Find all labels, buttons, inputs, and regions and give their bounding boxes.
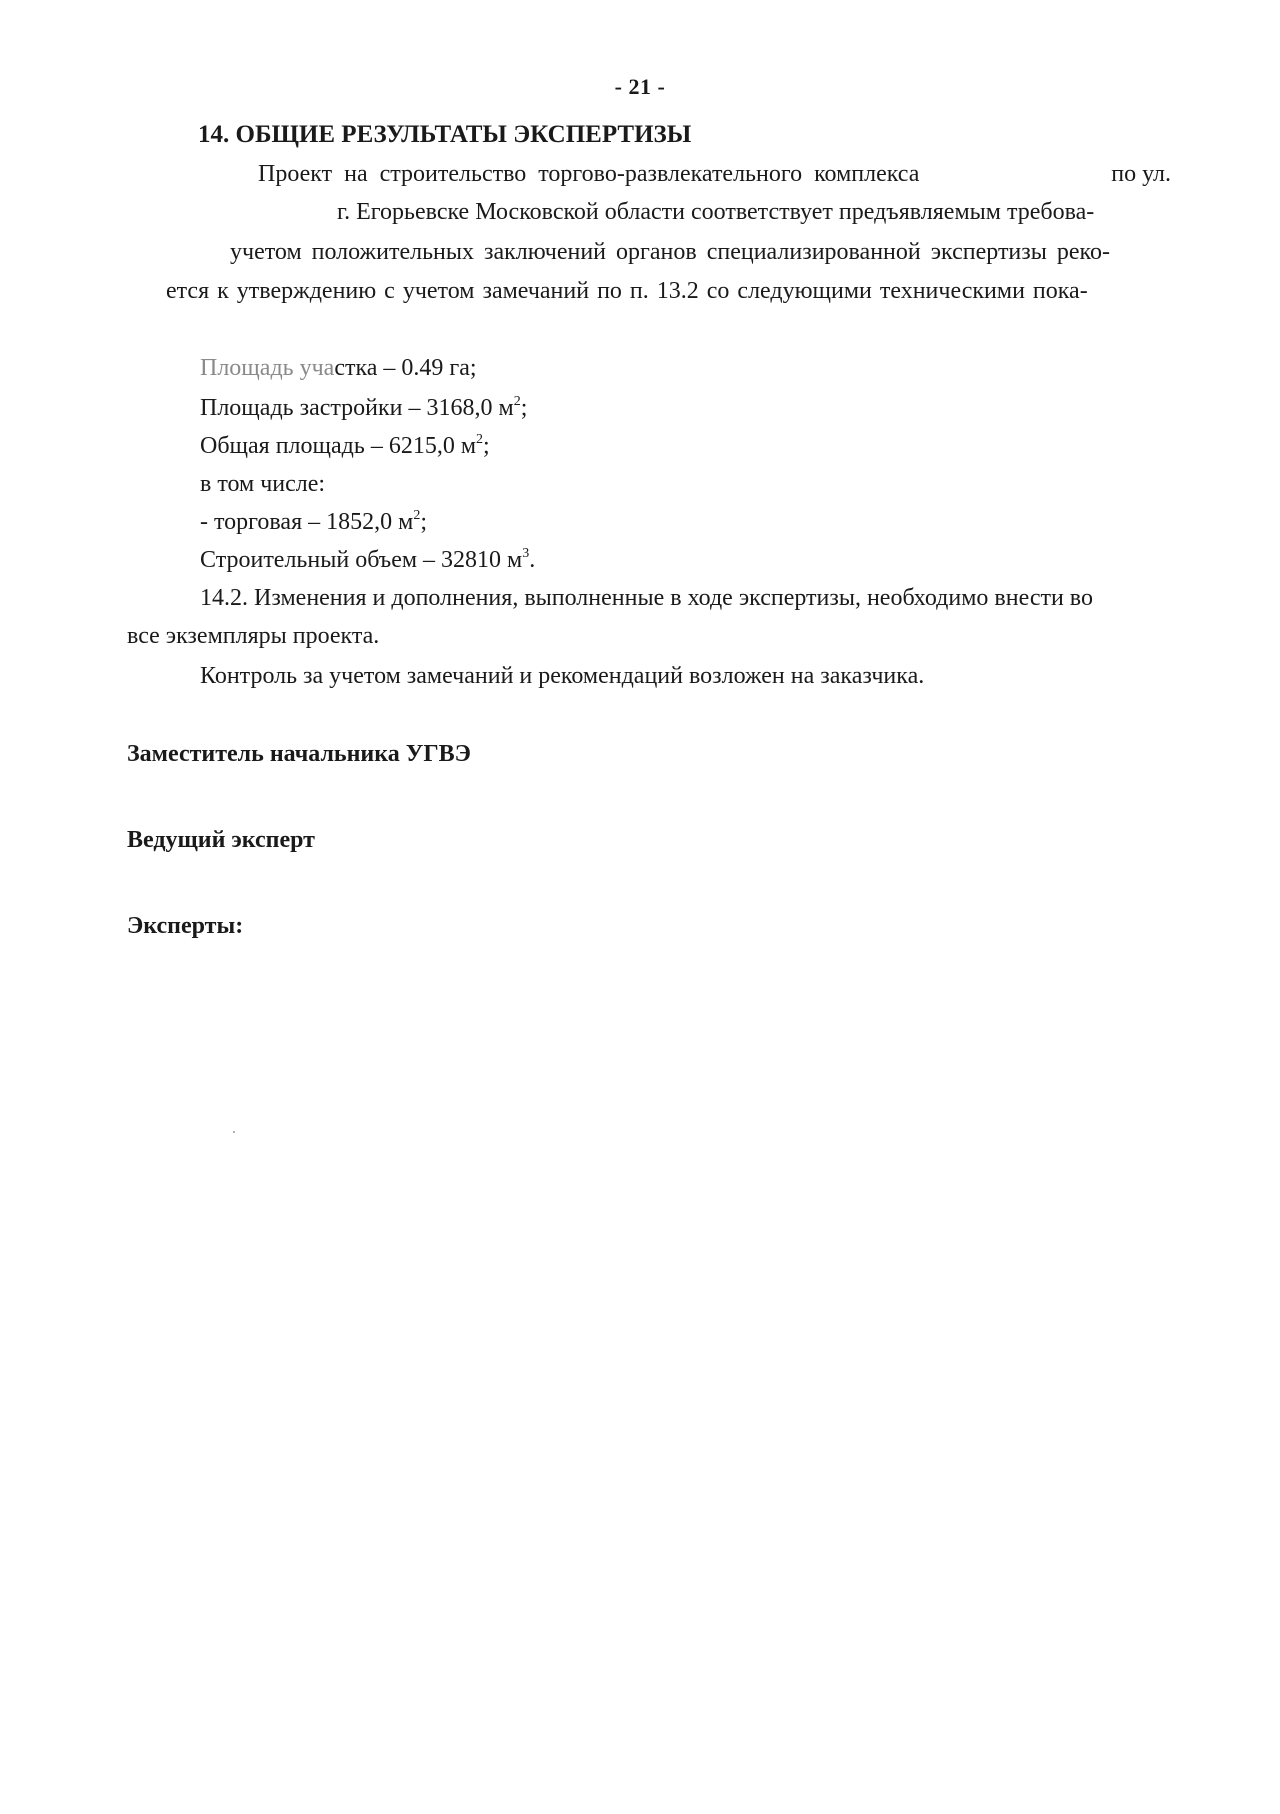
- paragraph-1-line-1-left: Проект на строительство торгово-развлекательного комплекса: [258, 161, 920, 187]
- built-area-sup: 2: [513, 394, 521, 409]
- site-area-rest-text: стка – 0.49 га;: [334, 355, 477, 381]
- built-area-end: ;: [520, 395, 528, 421]
- trade-area-end: ;: [420, 509, 427, 535]
- paragraph-3: Контроль за учетом замечаний и рекомендаций возложен на заказчика.: [200, 663, 925, 689]
- section-heading: 14. ОБЩИЕ РЕЗУЛЬТАТЫ ЭКСПЕРТИЗЫ: [198, 121, 692, 148]
- paragraph-1-line-1-right: по ул.: [1111, 161, 1171, 187]
- volume-text: Строительный объем – 32810 м: [200, 547, 523, 573]
- total-area-end: ;: [483, 433, 490, 459]
- indicator-including: в том числе:: [200, 471, 326, 497]
- paragraph-1-line-4: ется к утверждению с учетом замечаний по п. 13.2 со следующими техническими пока-: [166, 278, 1088, 304]
- trade-area-text: - торговая – 1852,0 м: [200, 509, 414, 535]
- indicator-volume: [200, 548, 535, 572]
- scan-speck: [233, 1131, 235, 1133]
- paragraph-2-line-1: 14.2. Изменения и дополнения, выполненные в ходе экспертизы, необходимо внести во: [200, 585, 1093, 611]
- trade-area-sup: 2: [413, 508, 421, 523]
- paragraph-1-line-3: учетом положительных заключений органов специализированной экспертизы реко-: [230, 239, 1110, 265]
- signature-lead-expert: Ведущий эксперт: [127, 827, 315, 853]
- signature-deputy-head: Заместитель начальника УГВЭ: [127, 741, 471, 767]
- paragraph-1-line-2: г. Егорьевске Московской области соответствует предъявляемым требова-: [337, 199, 1095, 225]
- total-area-text: Общая площадь – 6215,0 м: [200, 433, 477, 459]
- paragraph-2-line-2: все экземпляры проекта.: [127, 623, 380, 649]
- page-number: - 21 -: [614, 74, 666, 99]
- built-area-text: Площадь застройки – 3168,0 м: [200, 395, 514, 421]
- volume-sup: 3: [522, 546, 530, 561]
- signature-experts: Эксперты:: [127, 913, 244, 939]
- site-area-faded-text: Площадь уча: [200, 355, 335, 381]
- indicator-built-area: [200, 396, 527, 420]
- indicator-total-area: [200, 434, 490, 458]
- indicator-site-area: [200, 356, 477, 380]
- volume-end: .: [529, 547, 536, 573]
- total-area-sup: 2: [476, 432, 484, 447]
- indicator-trade-area: [200, 510, 427, 534]
- paragraph-1-line-1: [258, 162, 1171, 186]
